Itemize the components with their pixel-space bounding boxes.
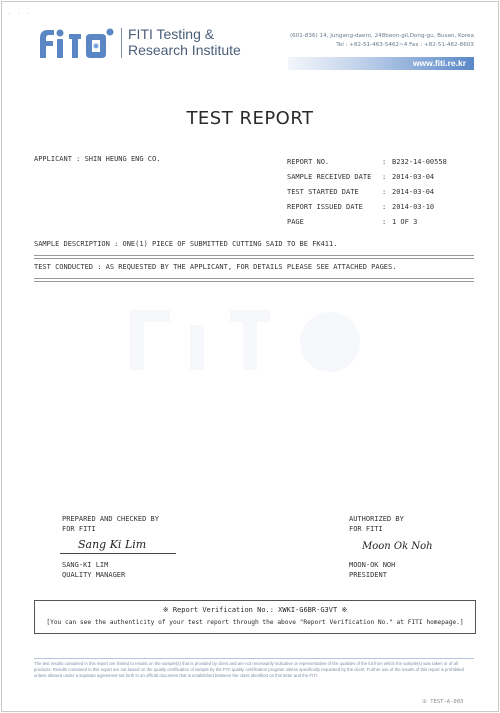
report-info-labels: [287, 155, 371, 230]
verification-number: ※ Report Verification No.: XWKI-G6BR-G3VT ※: [162, 606, 348, 614]
authorized-block: [349, 514, 404, 534]
report-number-label: REPORT NO.: [287, 158, 330, 166]
authorized-label: AUTHORIZED BY: [349, 515, 404, 523]
logo-divider: [121, 28, 122, 58]
scan-marks: ···: [8, 11, 38, 18]
institute-name: [128, 26, 241, 58]
page-value: 1 OF 3: [392, 218, 418, 226]
applicant-value: SHIN HEUNG ENG CO.: [84, 155, 161, 163]
prepared-name: SANG-KI LIM: [62, 561, 109, 569]
address-line: (601-836) 14, Jungang-daero, 248beon-gil,Dong-gu, Busan, Korea: [290, 33, 474, 39]
report-info-values: [392, 155, 447, 230]
verification-box: [34, 600, 476, 634]
prepared-signature-line: [60, 553, 176, 554]
sample-received-label: SAMPLE RECEIVED DATE: [287, 173, 372, 181]
authorized-role: PRESIDENT: [349, 571, 387, 579]
website-link[interactable]: www.fiti.re.kr: [412, 58, 466, 68]
double-rule-top: [34, 255, 474, 259]
fiti-watermark: [120, 300, 380, 380]
authorized-signer: [349, 560, 395, 580]
phone-fax-line: Tel : +82-51-463-5462~4 Fax : +82-51-462-8603: [336, 42, 474, 48]
prepared-signer: [62, 560, 125, 580]
fiti-logo: [36, 24, 116, 60]
website-bar: [288, 57, 474, 70]
form-number: ② TEST-A-003: [422, 699, 464, 705]
institute-name-line2: Research Institute: [128, 42, 241, 58]
prepared-for-label: FOR FITI: [62, 525, 96, 533]
test-started-label: TEST STARTED DATE: [287, 188, 359, 196]
prepared-label: PREPARED AND CHECKED BY: [62, 515, 159, 523]
colon: :: [382, 173, 387, 181]
report-issued-value: 2014-03-10: [392, 203, 435, 211]
prepared-role: QUALITY MANAGER: [62, 571, 126, 579]
report-info-colons: [382, 155, 386, 230]
test-started-value: 2014-03-04: [392, 188, 435, 196]
colon: :: [382, 158, 387, 166]
double-rule-bottom: [34, 278, 474, 282]
test-conducted: TEST CONDUCTED : AS REQUESTED BY THE APPLICANT, FOR DETAILS PLEASE SEE ATTACHED PAGES.: [34, 263, 397, 271]
footer-rule: [34, 658, 474, 659]
colon: :: [382, 203, 387, 211]
verification-note: [You can see the authenticity of your test report through the above "Report Verification No." at FITI homepage.]: [46, 619, 464, 626]
prepared-block: [62, 514, 159, 534]
report-title: TEST REPORT: [186, 108, 314, 129]
page-label: PAGE: [287, 218, 304, 226]
authorized-for-label: FOR FITI: [349, 525, 383, 533]
institute-name-line1: FITI Testing &: [128, 26, 215, 42]
report-issued-label: REPORT ISSUED DATE: [287, 203, 363, 211]
sample-description: SAMPLE DESCRIPTION : ONE(1) PIECE OF SUBMITTED CUTTING SAID TO BE FK411.: [34, 240, 338, 248]
footer-disclaimer: The test results contained in this report are limited to results on the sample(s) that is provided by client and are not necessarily indicative or representative of the qualities of the lot from which the sample(s) was taken or of all products. Results contained in this report are not based on the quality certification of sample by the FITI quality certification program unless specifically requested by the client. Further use of the results of this report is prohibited unless allowed under a separate agreement set forth in an official document that is established between the client identified on this letter and the FITI.: [34, 661, 464, 678]
applicant-separator: :: [76, 155, 81, 163]
applicant-row: [34, 155, 160, 163]
authorized-signature: Moon Ok Noh: [362, 541, 433, 552]
applicant-label: APPLICANT: [34, 155, 72, 163]
sample-received-value: 2014-03-04: [392, 173, 435, 181]
report-number-value: B232-14-00558: [392, 158, 447, 166]
colon: :: [382, 218, 387, 226]
authorized-name: MOON-OK NOH: [349, 561, 396, 569]
prepared-signature: Sang Ki Lim: [78, 538, 147, 551]
institute-address: [290, 32, 474, 50]
colon: :: [382, 188, 387, 196]
